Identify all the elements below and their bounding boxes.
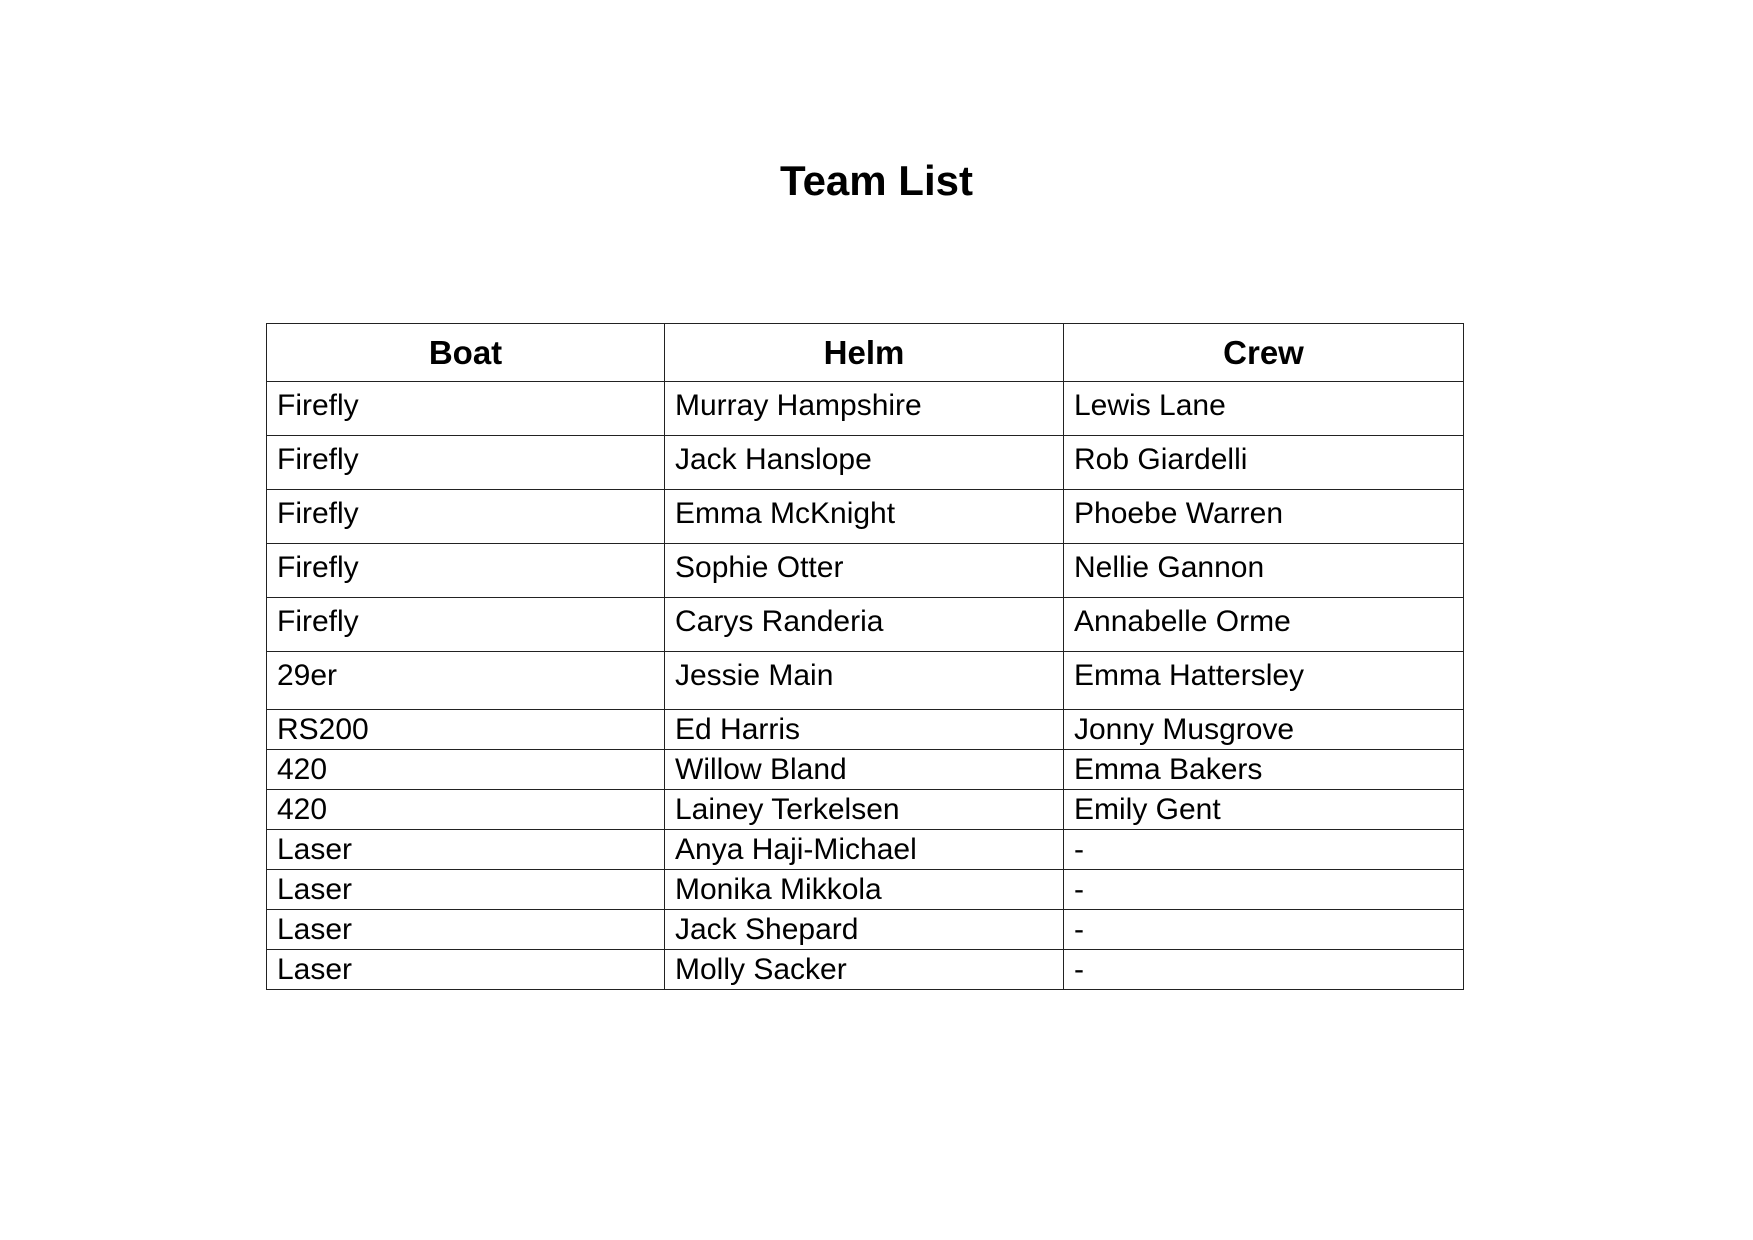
helm-cell: Sophie Otter bbox=[665, 544, 1064, 598]
page-title: Team List bbox=[780, 157, 973, 204]
crew-cell: - bbox=[1064, 870, 1464, 910]
crew-cell: Emma Hattersley bbox=[1064, 652, 1464, 710]
table-row bbox=[267, 910, 1464, 950]
table-row bbox=[267, 436, 1464, 490]
boat-cell: Firefly bbox=[267, 436, 665, 490]
boat-cell: 420 bbox=[267, 750, 665, 790]
column-header-helm: Helm bbox=[665, 324, 1064, 382]
crew-cell: - bbox=[1064, 910, 1464, 950]
helm-cell: Emma McKnight bbox=[665, 490, 1064, 544]
helm-cell: Willow Bland bbox=[665, 750, 1064, 790]
table-row bbox=[267, 830, 1464, 870]
team-table bbox=[266, 323, 1464, 990]
crew-cell: Rob Giardelli bbox=[1064, 436, 1464, 490]
column-header-boat: Boat bbox=[267, 324, 665, 382]
helm-cell: Molly Sacker bbox=[665, 950, 1064, 990]
crew-cell: Emily Gent bbox=[1064, 790, 1464, 830]
crew-cell: Annabelle Orme bbox=[1064, 598, 1464, 652]
helm-cell: Jessie Main bbox=[665, 652, 1064, 710]
crew-cell: - bbox=[1064, 830, 1464, 870]
boat-cell: Firefly bbox=[267, 382, 665, 436]
helm-cell: Ed Harris bbox=[665, 710, 1064, 750]
boat-cell: Firefly bbox=[267, 598, 665, 652]
boat-cell: Laser bbox=[267, 870, 665, 910]
boat-cell: 29er bbox=[267, 652, 665, 710]
table-row bbox=[267, 544, 1464, 598]
table-header-row bbox=[267, 324, 1464, 382]
boat-cell: Firefly bbox=[267, 544, 665, 598]
helm-cell: Jack Hanslope bbox=[665, 436, 1064, 490]
table-row bbox=[267, 790, 1464, 830]
table-row bbox=[267, 710, 1464, 750]
boat-cell: Laser bbox=[267, 830, 665, 870]
helm-cell: Anya Haji-Michael bbox=[665, 830, 1064, 870]
crew-cell: Emma Bakers bbox=[1064, 750, 1464, 790]
boat-cell: 420 bbox=[267, 790, 665, 830]
table-row bbox=[267, 598, 1464, 652]
boat-cell: Firefly bbox=[267, 490, 665, 544]
crew-cell: Jonny Musgrove bbox=[1064, 710, 1464, 750]
crew-cell: - bbox=[1064, 950, 1464, 990]
helm-cell: Lainey Terkelsen bbox=[665, 790, 1064, 830]
table-row bbox=[267, 750, 1464, 790]
boat-cell: Laser bbox=[267, 910, 665, 950]
helm-cell: Jack Shepard bbox=[665, 910, 1064, 950]
helm-cell: Carys Randeria bbox=[665, 598, 1064, 652]
boat-cell: RS200 bbox=[267, 710, 665, 750]
table-row bbox=[267, 382, 1464, 436]
table-row bbox=[267, 950, 1464, 990]
crew-cell: Lewis Lane bbox=[1064, 382, 1464, 436]
helm-cell: Monika Mikkola bbox=[665, 870, 1064, 910]
crew-cell: Phoebe Warren bbox=[1064, 490, 1464, 544]
table-row bbox=[267, 652, 1464, 710]
crew-cell: Nellie Gannon bbox=[1064, 544, 1464, 598]
helm-cell: Murray Hampshire bbox=[665, 382, 1064, 436]
column-header-crew: Crew bbox=[1064, 324, 1464, 382]
table-row bbox=[267, 490, 1464, 544]
table-row bbox=[267, 870, 1464, 910]
boat-cell: Laser bbox=[267, 950, 665, 990]
